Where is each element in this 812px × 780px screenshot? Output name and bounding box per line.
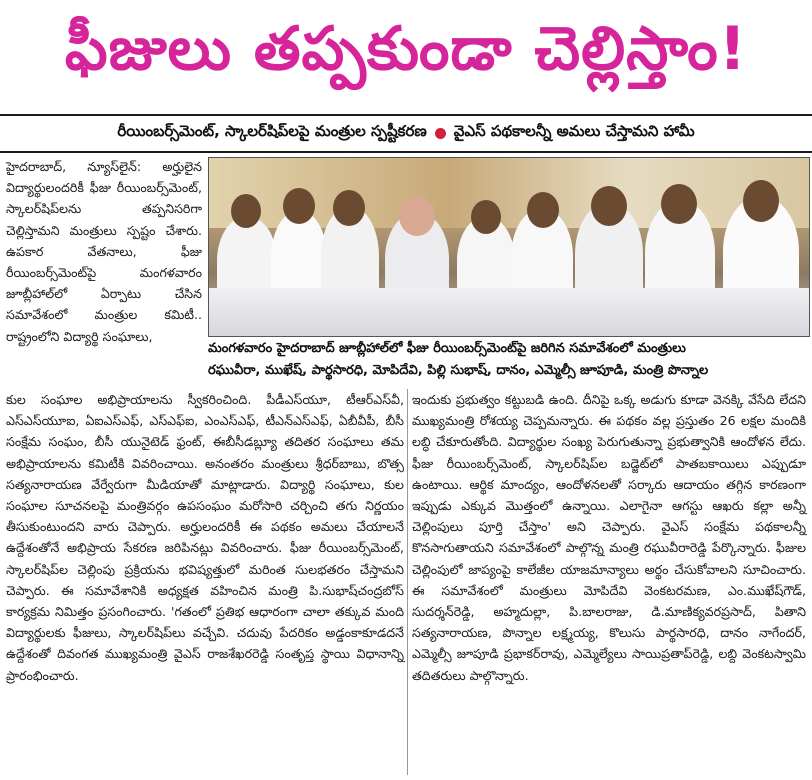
- article-text-right: ఇందుకు ప్రభుత్వం కట్టుబడి ఉంది. దీనిపై ఒక్క అడుగు కూడా వెనక్కి వేసేది లేదని ముఖ్యమంత్రి రోశయ్య చెప్పమన్నారు. ఈ పథకం వల్ల ప్రస్తుతం 26 లక్షల మందికి లబ్ధి చేకూరుతోంది. విద్యార్థుల సంఖ్య పెరుగుతున్నా ప్రభుత్వానికి ఆందోళన లేదు. ఫీజు రీయింబర్స్‌మెంట్‌, స్కాలర్‌షిప్‌ల బడ్జెట్‌లో పాతబకాయిలు ఎప్పుడూ ఉంటాయి. ఆర్థిక మాంద్యం, ఆందోళనలతో సర్కారు ఆదాయం తగ్గిన కారణంగా ఇప్పుడు ఎక్కువ మొత్తంలో ఉన్నాయి. ఎలాగైనా ఆగస్టు ఆఖరు కల్లా అన్నీ చెల్లింపులు పూర్తి చేస్తాం' అని చెప్పారు. వైఎస్‌ సంక్షేమ పథకాలన్నీ కొనసాగుతాయని సమావేశంలో పాల్గొన్న మంత్రి రఘువీరారెడ్డి పేర్కొన్నారు. ఫీజుల చెల్లింపులో జాప్యంపై కాలేజీల యాజమాన్యాలు అర్థం చేసుకోవాలని సూచించారు. ఈ సమావేశంలో మంత్రులు మోపిదేవి వెంకటరమణ, ఎం.ముఖేష్‌గౌడ్‌, సుదర్శన్‌రెడ్డి, అహ్మదుల్లా, పి.బాలరాజు, డి.మాణిక్యవరప్రసాద్‌, పితాని సత్యనారాయణ, పొన్నాల లక్ష్మయ్య, కొలుసు పార్థసారధి, దానం నాగేందర్‌, ఎమ్మెల్సీ జూపూడి ప్రభాకర్‌రావు, ఎమ్మెల్యేలు సాయిప్రతాప్‌రెడ్డి, లబ్ది వెంకటస్వామి తదితరులు పాల్గొన్నారు.: [412, 392, 806, 683]
- article-column-left-top: [6, 156, 202, 347]
- bullet-dot-icon: [435, 128, 446, 139]
- subheadline: [0, 116, 812, 150]
- subhead-left: రీయింబర్స్‌మెంట్‌, స్కాలర్‌షిప్‌లపై మంత్రుల స్పష్టీకరణ: [117, 122, 427, 140]
- caption-line-2: రఘువీరా, ముఖేష్‌, పార్థసారధి, మోపిదేవి, పిల్లి సుభాష్‌, దానం, ఎమ్మెల్సీ జూపూడి, మంత్రి పొన్నాల: [208, 363, 709, 378]
- subhead-right: వైఎస్‌ పథకాలన్నీ అమలు చేస్తామని హామీ: [453, 122, 695, 140]
- photo-head: [591, 186, 627, 226]
- subhead-rule: [0, 151, 812, 153]
- photo-head: [743, 180, 779, 222]
- headline: ఫీజులు తప్పకుండా చెల్లిస్తాం!: [64, 14, 748, 84]
- photo-head: [527, 192, 559, 228]
- caption-line-1: మంగళవారం హైదరాబాద్‌ జూబ్లీహాల్‌లో ఫీజు రీయింబర్స్‌మెంట్‌పై జరిగిన సమావేశంలో మంత్రులు: [208, 341, 686, 356]
- photo-head: [231, 194, 261, 228]
- article-text-left-bottom: కుల సంఘాల అభిప్రాయాలను స్వీకరించింది. పీడీఎస్‌యూ, టీఆర్‌ఎస్‌వీ, ఎస్‌ఎస్‌యూఐ, ఏఐఎస్‌ఎఫ్‌, ఎస్‌ఎఫ్‌ఐ, ఎంఎస్‌ఎఫ్‌, టీఎన్‌ఎస్‌ఎఫ్‌, ఏబీవీపీ, బీసీ సంక్షేమ సంఘం, బీసీ యునైటెడ్‌ ఫ్రంట్‌, ఈబీసీడబ్ల్యూ తదితర సంఘాలు తమ అభిప్రాయాలను కమిటీకి వివరించాయి. అనంతరం మంత్రులు శ్రీధర్‌బాబు, బొత్స సత్యనారాయణ వేర్వేరుగా మీడియాతో మాట్లాడారు. విద్యార్థి సంఘాలు, కుల సంఘాల సూచనలపై మంత్రివర్గం ఉపసంఘం మరోసారి చర్చించి తగు నిర్ణయం తీసుకుంటుందని వారు చెప్పారు. అర్హులందరికీ ఈ పథకం అమలు చేయాలనే ఉద్దేశంతోనే అభిప్రాయ సేకరణ జరిపినట్లు వివరించారు. ఫీజు రీయింబర్స్‌మెంట్‌, స్కాలర్‌షిప్‌ల చెల్లింపు ప్రక్రియను భవిష్యత్తులో మరింత సులభతరం చేస్తామని చెప్పారు. ఈ సమావేశానికి అధ్యక్షత వహించిన మంత్రి పి.సుభాష్‌చంద్రబోస్‌ కార్యక్రమ నిమిత్తం ప్రసంగించారు. 'గతంలో ప్రతిభ ఆధారంగా చాలా తక్కువ మంది విద్యార్థులకు ఫీజులు, స్కాలర్‌షిప్‌లు వచ్చేవి. చదువు పేదరికం అడ్డంకాకూడదనే ఉద్దేశంతో దివంగత ముఖ్యమంత్రి వైఎస్‌ రాజశేఖరరెడ్డి సంతృప్త స్థాయి విధానాన్ని ప్రారంభించారు.: [6, 392, 404, 683]
- photo-head: [661, 184, 697, 224]
- article-text-left-top: హైదరాబాద్‌, న్యూస్‌లైన్‌: అర్హులైన విద్యార్థులందరికీ ఫీజు రీయింబర్స్‌మెంట్‌, స్కాలర్‌షిప్‌లను తప్పనిసరిగా చెల్లిస్తామని మంత్రులు స్పష్టం చేశారు. ఉపకార వేతనాలు, ఫీజు రీయింబర్స్‌మెంట్‌పై మంగళవారం జూబ్లీహాల్‌లో ఏర్పాటు చేసిన సమావేశంలో మంత్రుల కమిటీ.. రాష్ట్రంలోని విద్యార్థి సంఘాలు,: [6, 159, 202, 344]
- article-column-left-bottom: [6, 389, 404, 686]
- photo-table: [209, 288, 809, 336]
- photo-head: [283, 188, 315, 224]
- photo-caption: [208, 338, 808, 384]
- meeting-photo: [208, 157, 810, 337]
- photo-head: [399, 196, 435, 236]
- photo-head: [333, 190, 365, 226]
- photo-head: [471, 200, 501, 234]
- article-column-right: [412, 389, 806, 686]
- column-divider: [407, 389, 408, 775]
